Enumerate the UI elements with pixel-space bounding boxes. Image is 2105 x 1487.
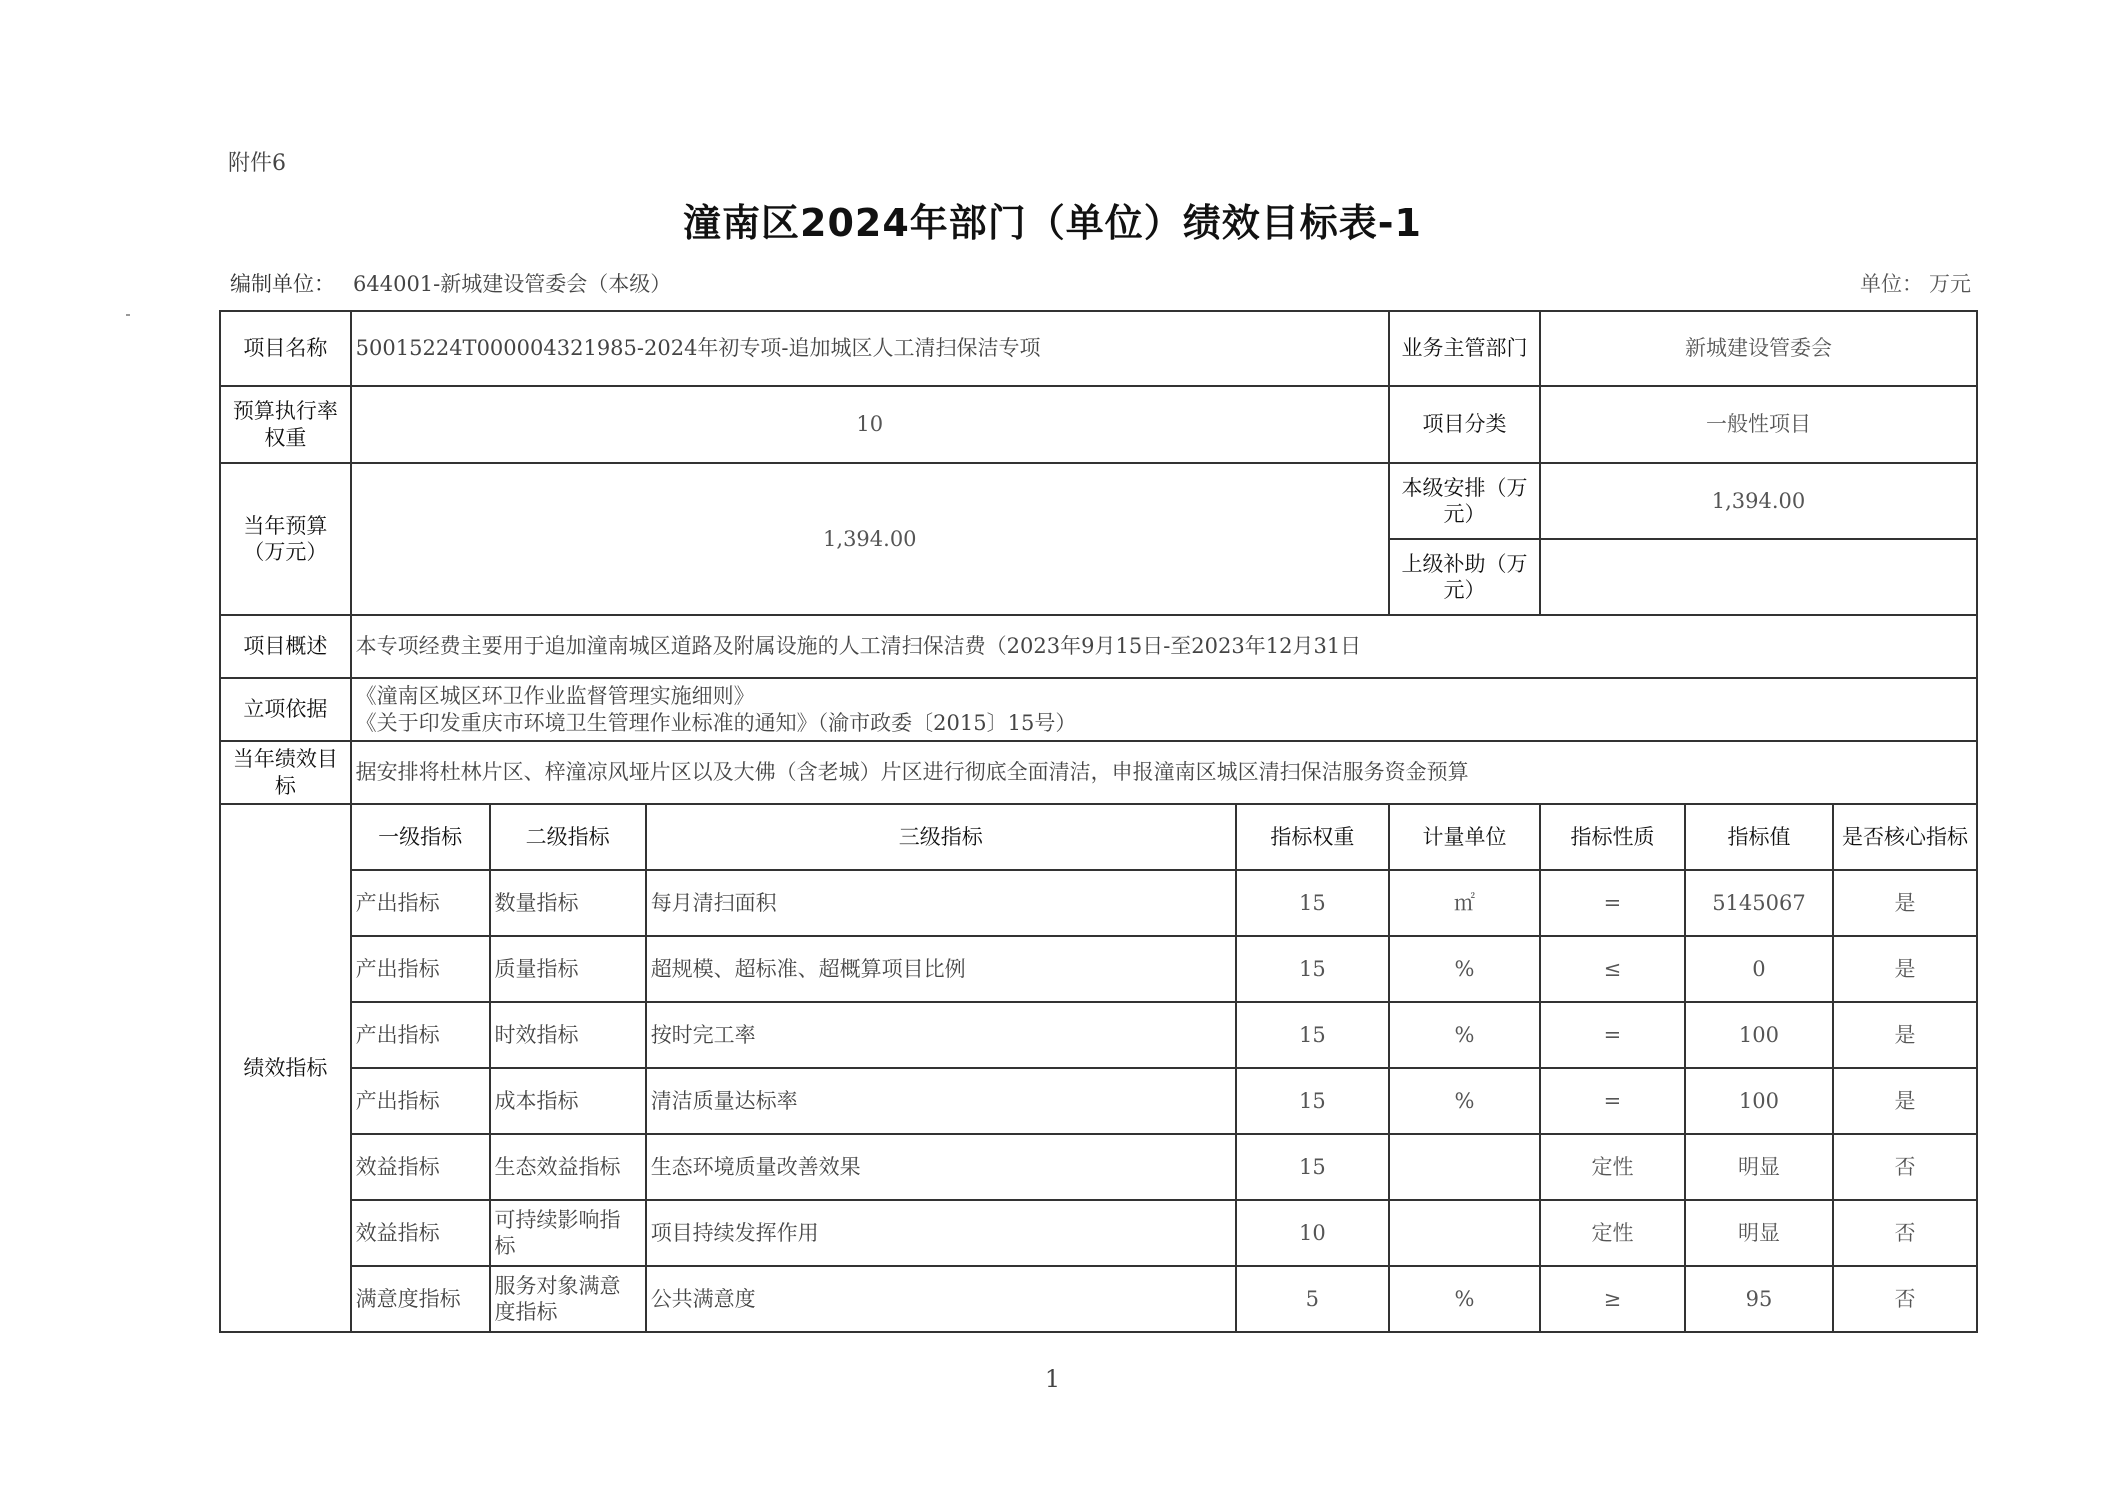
row-core: 否 bbox=[1833, 1266, 1977, 1332]
row-core: 否 bbox=[1833, 1200, 1977, 1266]
row-level1: 产出指标 bbox=[351, 936, 490, 1002]
row-nature: 定性 bbox=[1540, 1200, 1685, 1266]
annual-budget-value: 1,394.00 bbox=[351, 463, 1389, 615]
row-core: 是 bbox=[1833, 1002, 1977, 1068]
row-level3: 项目持续发挥作用 bbox=[646, 1200, 1236, 1266]
row-level2: 时效指标 bbox=[490, 1002, 646, 1068]
row-unit bbox=[1389, 1200, 1540, 1266]
row-core: 是 bbox=[1833, 936, 1977, 1002]
row-level3: 公共满意度 bbox=[646, 1266, 1236, 1332]
row-level1: 产出指标 bbox=[351, 870, 490, 936]
row-value: 明显 bbox=[1685, 1134, 1833, 1200]
row-unit: ㎡ bbox=[1389, 870, 1540, 936]
row-value: 100 bbox=[1685, 1068, 1833, 1134]
table-row bbox=[220, 1134, 1977, 1200]
row-unit bbox=[1389, 1134, 1540, 1200]
currency-unit bbox=[1860, 268, 1971, 298]
table-row bbox=[220, 1266, 1977, 1332]
header-value: 指标值 bbox=[1685, 804, 1833, 870]
row-nature: = bbox=[1540, 1068, 1685, 1134]
header-unit: 计量单位 bbox=[1389, 804, 1540, 870]
row-core: 否 bbox=[1833, 1134, 1977, 1200]
upper-subsidy-value bbox=[1540, 539, 1977, 615]
row-unit: % bbox=[1389, 1002, 1540, 1068]
compiling-unit-value: 644001-新城建设管委会（本级） bbox=[353, 272, 672, 296]
row-level1: 满意度指标 bbox=[351, 1266, 490, 1332]
row-nature: 定性 bbox=[1540, 1134, 1685, 1200]
row-value: 0 bbox=[1685, 936, 1833, 1002]
row-unit: % bbox=[1389, 936, 1540, 1002]
row-level2: 质量指标 bbox=[490, 936, 646, 1002]
header-level1: 一级指标 bbox=[351, 804, 490, 870]
row-core: 是 bbox=[1833, 870, 1977, 936]
header-level2: 二级指标 bbox=[490, 804, 646, 870]
department-value: 新城建设管委会 bbox=[1540, 311, 1977, 386]
row-weight: 15 bbox=[1236, 936, 1389, 1002]
row-level1: 效益指标 bbox=[351, 1134, 490, 1200]
row-weight: 15 bbox=[1236, 1002, 1389, 1068]
goal-label: 当年绩效目标 bbox=[220, 741, 351, 804]
department-label: 业务主管部门 bbox=[1389, 311, 1540, 386]
row-unit: % bbox=[1389, 1266, 1540, 1332]
row-level2: 数量指标 bbox=[490, 870, 646, 936]
row-level2: 成本指标 bbox=[490, 1068, 646, 1134]
currency-unit-value: 万元 bbox=[1929, 272, 1971, 296]
row-level3: 按时完工率 bbox=[646, 1002, 1236, 1068]
basis-line-1: 《潼南区城区环卫作业监督管理实施细则》 bbox=[355, 684, 755, 709]
basis-label: 立项依据 bbox=[220, 678, 351, 741]
indicators-label: 绩效指标 bbox=[220, 804, 351, 1332]
table-row bbox=[220, 1200, 1977, 1266]
row-level1: 产出指标 bbox=[351, 1002, 490, 1068]
row-level3: 超规模、超标准、超概算项目比例 bbox=[646, 936, 1236, 1002]
row-nature: = bbox=[1540, 1002, 1685, 1068]
page-title: 潼南区2024年部门（单位）绩效目标表-1 bbox=[683, 201, 1422, 245]
header-core: 是否核心指标 bbox=[1833, 804, 1977, 870]
local-arrangement-label: 本级安排（万元） bbox=[1389, 463, 1540, 539]
row-level2: 生态效益指标 bbox=[490, 1134, 646, 1200]
annual-budget-label: 当年预算（万元） bbox=[220, 463, 351, 615]
row-value: 5145067 bbox=[1685, 870, 1833, 936]
row-weight: 5 bbox=[1236, 1266, 1389, 1332]
row-weight: 15 bbox=[1236, 1134, 1389, 1200]
upper-subsidy-label: 上级补助（万元） bbox=[1389, 539, 1540, 615]
row-level1: 产出指标 bbox=[351, 1068, 490, 1134]
performance-target-table bbox=[219, 310, 1978, 1333]
basis-line-2: 《关于印发重庆市环境卫生管理作业标准的通知》（渝市政委〔2015〕15号） bbox=[355, 710, 1077, 735]
header-nature: 指标性质 bbox=[1540, 804, 1685, 870]
table-row bbox=[220, 1068, 1977, 1134]
row-level3: 生态环境质量改善效果 bbox=[646, 1134, 1236, 1200]
exec-rate-weight-value: 10 bbox=[351, 386, 1389, 463]
row-core: 是 bbox=[1833, 1068, 1977, 1134]
page-number: 1 bbox=[1044, 1365, 1061, 1393]
row-level3: 每月清扫面积 bbox=[646, 870, 1236, 936]
row-weight: 10 bbox=[1236, 1200, 1389, 1266]
row-weight: 15 bbox=[1236, 870, 1389, 936]
row-nature: ≥ bbox=[1540, 1266, 1685, 1332]
table-row bbox=[220, 936, 1977, 1002]
row-value: 95 bbox=[1685, 1266, 1833, 1332]
currency-unit-label: 单位： bbox=[1860, 272, 1923, 296]
attachment-label: 附件6 bbox=[228, 151, 286, 176]
goal-value: 据安排将杜林片区、梓潼凉风垭片区以及大佛（含老城）片区进行彻底全面清洁，申报潼南区城区清扫保洁服务资金预算 bbox=[351, 741, 1977, 804]
row-value: 明显 bbox=[1685, 1200, 1833, 1266]
project-name-value: 50015224T000004321985-2024年初专项-追加城区人工清扫保洁专项 bbox=[351, 311, 1389, 386]
table-row bbox=[220, 1002, 1977, 1068]
header-weight: 指标权重 bbox=[1236, 804, 1389, 870]
overview-value: 本专项经费主要用于追加潼南城区道路及附属设施的人工清扫保洁费（2023年9月15日-至2023年12月31日 bbox=[351, 615, 1977, 678]
compiling-unit bbox=[230, 268, 671, 298]
row-value: 100 bbox=[1685, 1002, 1833, 1068]
row-weight: 15 bbox=[1236, 1068, 1389, 1134]
project-category-value: 一般性项目 bbox=[1540, 386, 1977, 463]
exec-rate-weight-label: 预算执行率权重 bbox=[220, 386, 351, 463]
basis-value bbox=[351, 678, 1977, 741]
local-arrangement-value: 1,394.00 bbox=[1540, 463, 1977, 539]
header-level3: 三级指标 bbox=[646, 804, 1236, 870]
scan-mark bbox=[126, 314, 130, 316]
table-row bbox=[220, 870, 1977, 936]
row-level2: 服务对象满意度指标 bbox=[490, 1266, 646, 1332]
overview-label: 项目概述 bbox=[220, 615, 351, 678]
row-level1: 效益指标 bbox=[351, 1200, 490, 1266]
compiling-unit-label: 编制单位： bbox=[230, 272, 335, 296]
row-level2: 可持续影响指标 bbox=[490, 1200, 646, 1266]
row-unit: % bbox=[1389, 1068, 1540, 1134]
row-level3: 清洁质量达标率 bbox=[646, 1068, 1236, 1134]
row-nature: ≤ bbox=[1540, 936, 1685, 1002]
row-nature: = bbox=[1540, 870, 1685, 936]
project-name-label: 项目名称 bbox=[220, 311, 351, 386]
project-category-label: 项目分类 bbox=[1389, 386, 1540, 463]
